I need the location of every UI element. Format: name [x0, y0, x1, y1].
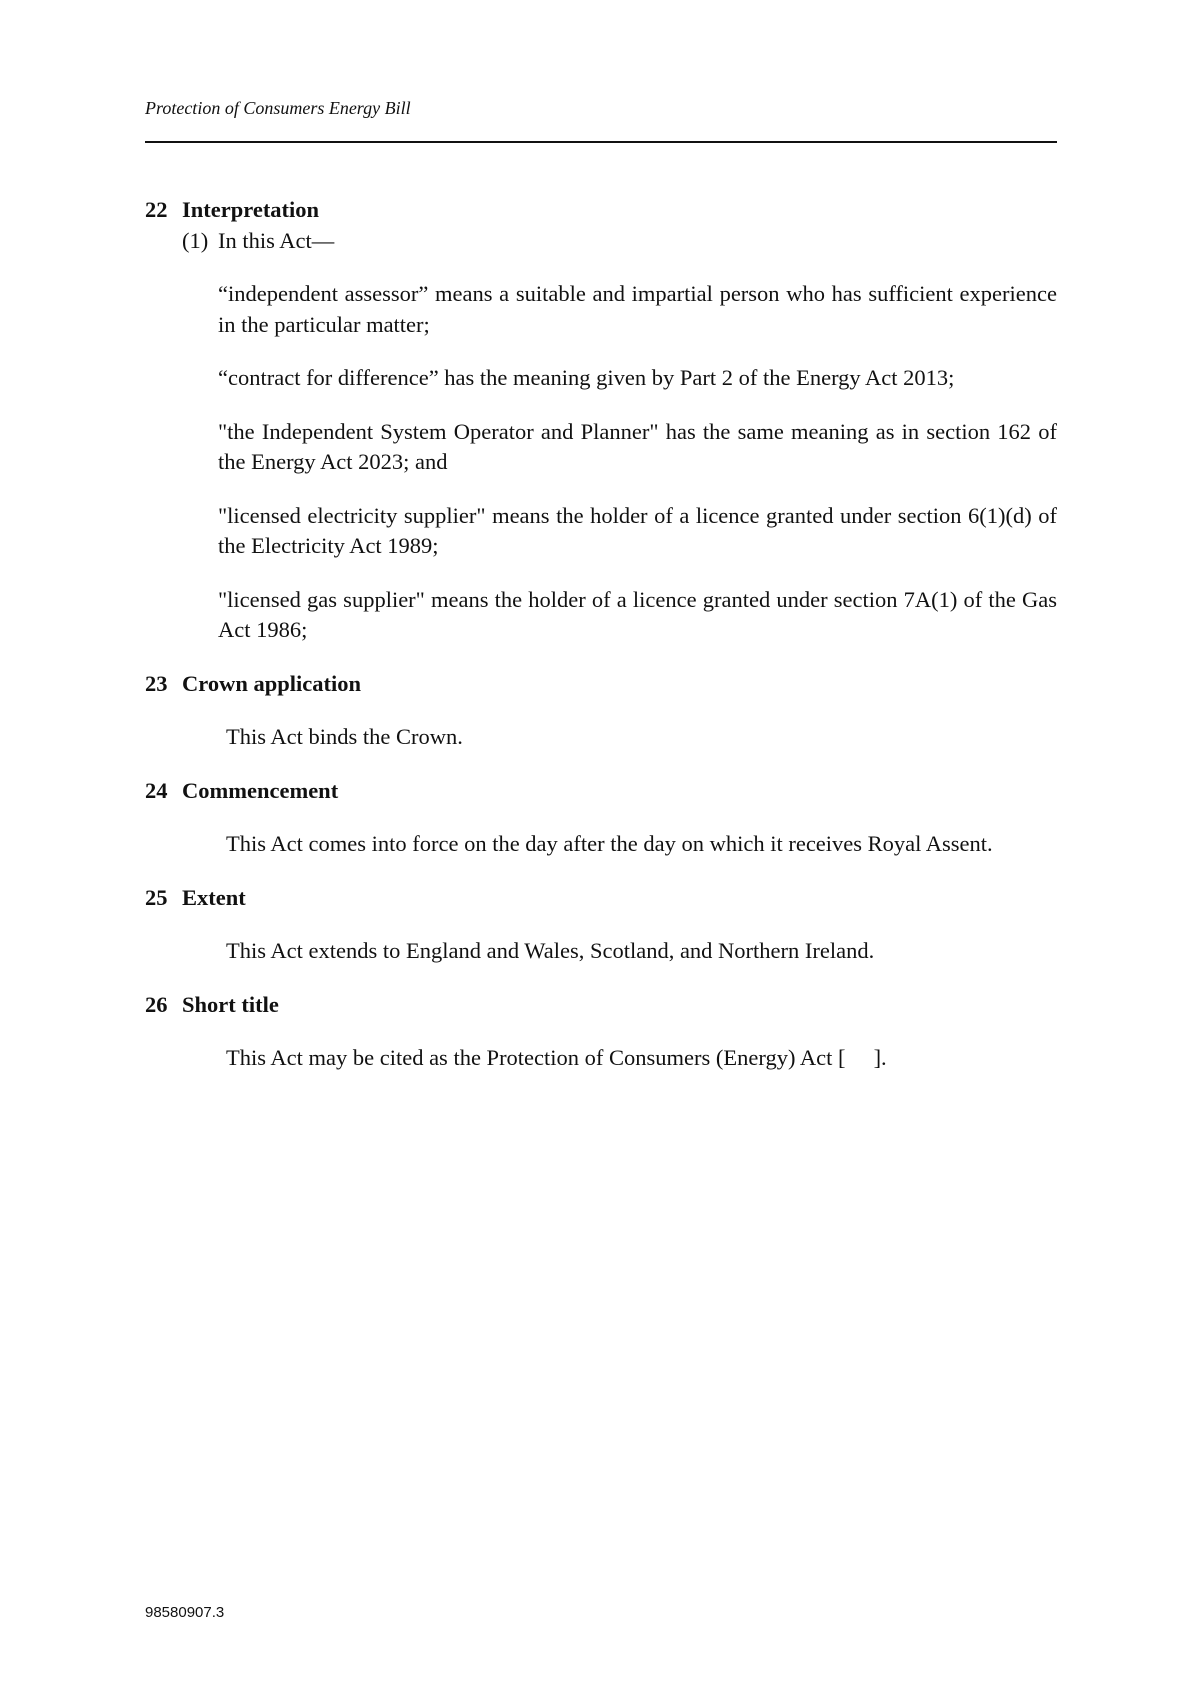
bill-content [145, 195, 1057, 1074]
section-24-text: This Act comes into force on the day after the day on which it receives Royal Assent. [226, 831, 993, 856]
definition-contract-for-difference: “contract for difference” has the meaning given by Part 2 of the Energy Act 2013; [218, 365, 955, 390]
section-title: Crown application [182, 670, 361, 696]
subsection-number: (1) [182, 227, 209, 253]
section-title: Interpretation [182, 197, 320, 222]
document-reference: 98580907.3 [145, 1604, 225, 1621]
subsection-1 [182, 226, 1057, 257]
section-title: Short title [182, 991, 279, 1017]
section-22-heading [145, 195, 1057, 226]
section-25-heading [145, 883, 1057, 914]
section-title: Commencement [182, 777, 339, 803]
section-23-text: This Act binds the Crown. [226, 724, 463, 749]
section-title: Extent [182, 884, 246, 910]
definition-independent-assessor: “independent assessor” means a suitable and impartial person who has sufficient experience in the particular matter; [218, 281, 1057, 337]
running-header: Protection of Consumers Energy Bill [145, 98, 411, 118]
section-24-heading [145, 776, 1057, 807]
definition-system-operator: "the Independent System Operator and Planner" has the same meaning as in section 162 of the Energy Act 2023; and [218, 418, 1057, 474]
header-rule [145, 141, 1057, 143]
section-number: 24 [145, 777, 168, 803]
section-26-heading [145, 990, 1057, 1021]
section-number: 26 [145, 991, 168, 1017]
section-number: 23 [145, 670, 168, 696]
definition-licensed-electricity-supplier: "licensed electricity supplier" means the holder of a licence granted under section 6(1)(d) of the Electricity Act 1989; [218, 502, 1057, 558]
section-number: 22 [145, 197, 168, 222]
section-number: 25 [145, 884, 168, 910]
definition-licensed-gas-supplier: "licensed gas supplier" means the holder of a licence granted under section 7A(1) of the Gas Act 1986; [218, 586, 1057, 642]
section-25-text: This Act extends to England and Wales, Scotland, and Northern Ireland. [226, 938, 875, 963]
section-23-heading [145, 669, 1057, 700]
subsection-text: In this Act— [218, 227, 335, 253]
section-26-text: This Act may be cited as the Protection of Consumers (Energy) Act [ ]. [226, 1045, 887, 1070]
